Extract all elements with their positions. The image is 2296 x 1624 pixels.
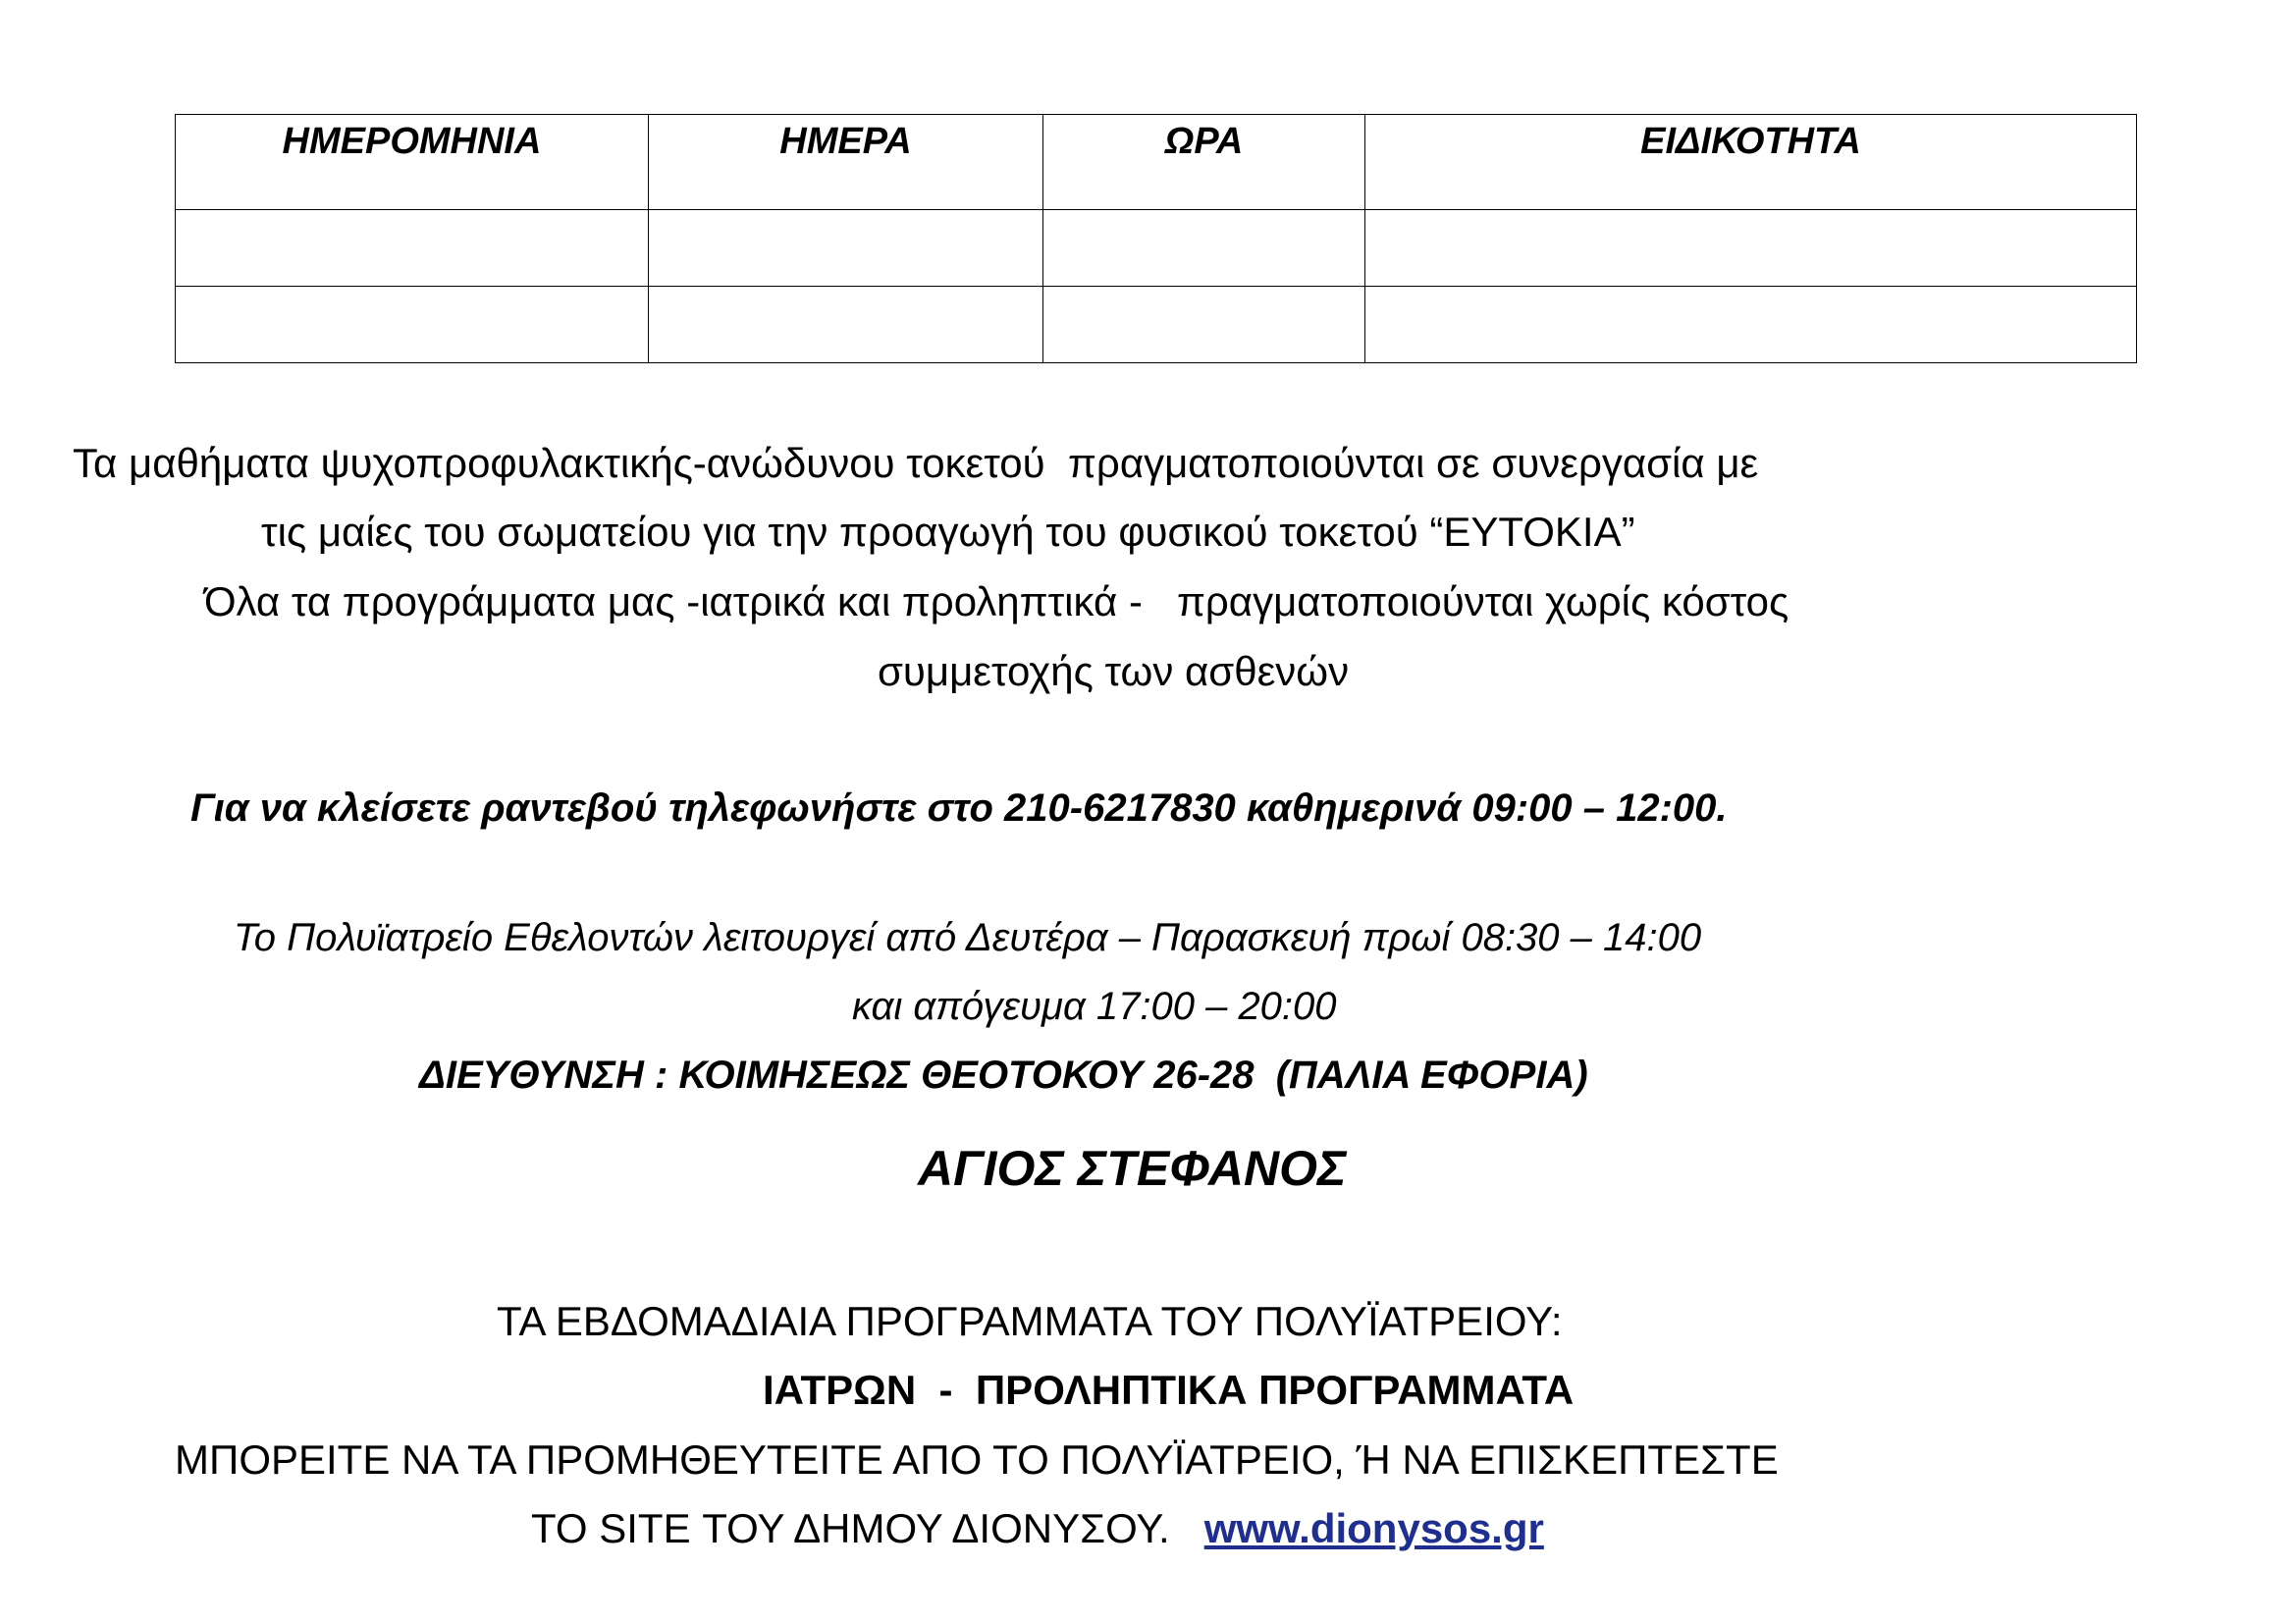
- programs-line-4-text: ΤΟ SITE ΤΟΥ ΔΗΜΟΥ ΔΙΟΝΥΣΟΥ.: [531, 1505, 1204, 1551]
- programs-line-1: ΤΑ ΕΒΔΟΜΑΔΙΑΙΑ ΠΡΟΓΡΑΜΜΑΤΑ ΤΟΥ ΠΟΛΥΪΑΤΡΕΙΟΥ:: [497, 1298, 1563, 1344]
- table-cell: [649, 287, 1043, 363]
- programs-line-4: [531, 1505, 1544, 1551]
- table-cell: [1043, 287, 1365, 363]
- header-day: ΗΜΕΡΑ: [649, 115, 1043, 210]
- info-line-1: Τα μαθήματα ψυχοπροφυλακτικής-ανώδυνου τοκετού πραγματοποιούνται σε συνεργασία με: [73, 440, 1759, 486]
- header-date: ΗΜΕΡΟΜΗΝΙΑ: [176, 115, 649, 210]
- appointment-text: Για να κλείσετε ραντεβού τηλεφωνήστε στο 210-6217830 καθημερινά 09:00 – 12:00.: [190, 786, 1728, 830]
- website-link[interactable]: www.dionysos.gr: [1203, 1505, 1544, 1551]
- table-cell: [1365, 210, 2137, 287]
- schedule-table: [175, 114, 2137, 363]
- table-row: [176, 210, 2137, 287]
- hours-line-2: και απόγευμα 17:00 – 20:00: [852, 985, 1337, 1028]
- table-row: [176, 287, 2137, 363]
- programs-line-2: ΙΑΤΡΩΝ - ΠΡΟΛΗΠΤΙΚΑ ΠΡΟΓΡΑΜΜΑΤΑ: [763, 1367, 1575, 1413]
- table-cell: [649, 210, 1043, 287]
- header-time: ΩΡΑ: [1043, 115, 1365, 210]
- table-cell: [176, 287, 649, 363]
- header-specialty: ΕΙΔΙΚΟΤΗΤΑ: [1365, 115, 2137, 210]
- info-line-4: συμμετοχής των ασθενών: [878, 648, 1350, 694]
- info-line-2: τις μαίες του σωματείου για την προαγωγή του φυσικού τοκετού “ΕΥΤΟΚΙΑ”: [261, 509, 1635, 555]
- table-cell: [1365, 287, 2137, 363]
- info-line-3: Όλα τα προγράμματα μας -ιατρικά και προληπτικά - πραγματοποιούνται χωρίς κόστος: [204, 578, 1789, 624]
- table-cell: [1043, 210, 1365, 287]
- programs-line-3: ΜΠΟΡΕΙΤΕ ΝΑ ΤΑ ΠΡΟΜΗΘΕΥΤΕΙΤΕ ΑΠΟ ΤΟ ΠΟΛΥΪΑΤΡΕΙΟ, Ή ΝΑ ΕΠΙΣΚΕΠΤΕΣΤΕ: [175, 1436, 1779, 1483]
- hours-line-1: Το Πολυϊατρείο Εθελοντών λειτουργεί από Δευτέρα – Παρασκευή πρωί 08:30 – 14:00: [234, 916, 1702, 959]
- table-cell: [176, 210, 649, 287]
- address-line: ΔΙΕΥΘΥΝΣΗ : ΚΟΙΜΗΣΕΩΣ ΘΕΟΤΟΚΟΥ 26-28 (ΠΑΛΙΑ ΕΦΟΡΙΑ): [419, 1054, 1588, 1097]
- table-header-row: [176, 115, 2137, 210]
- address-area: ΑΓΙΟΣ ΣΤΕΦΑΝΟΣ: [918, 1141, 1347, 1196]
